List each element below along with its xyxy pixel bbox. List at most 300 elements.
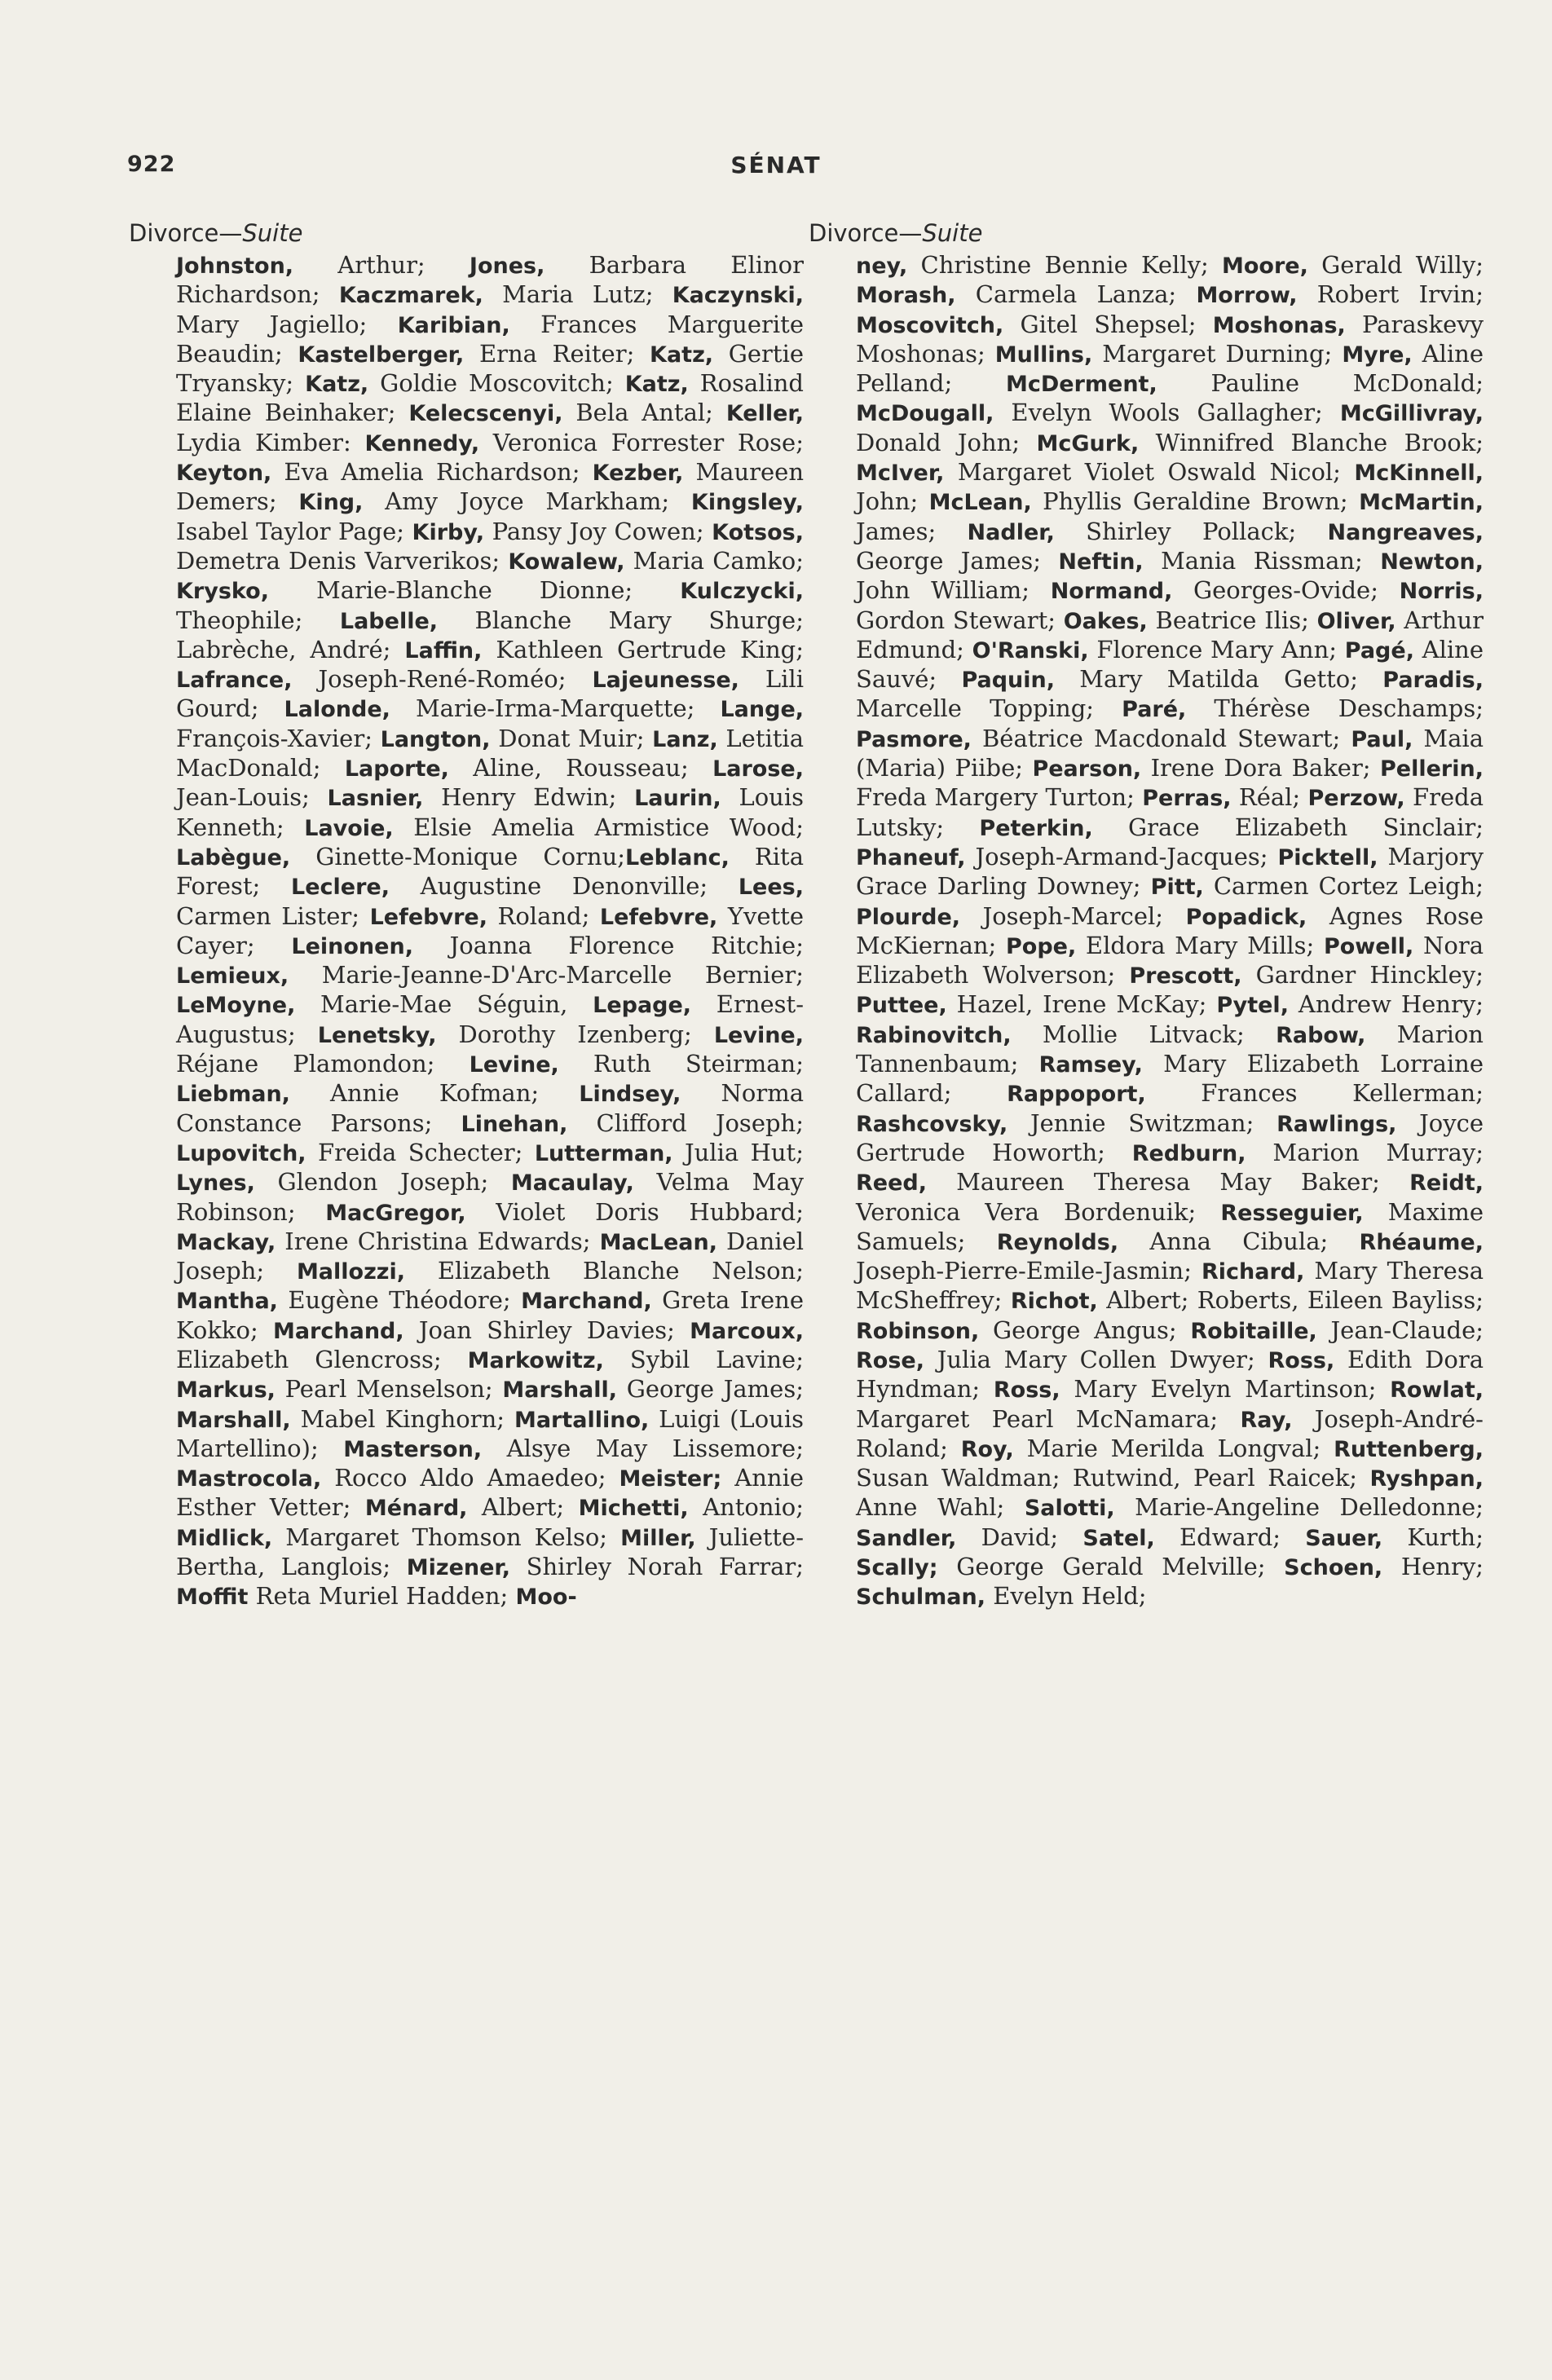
entry-surname: Linehan, <box>461 1111 568 1137</box>
entry-surname: Rabinovitch, <box>856 1022 1012 1048</box>
entry-surname: Schoen, <box>1284 1555 1383 1581</box>
entry-surname: Pitt, <box>1150 875 1204 901</box>
entry-surname: Kezber, <box>592 461 684 487</box>
entry-surname: Kaczynski, <box>672 283 804 309</box>
entry-surname: Labelle, <box>339 608 439 634</box>
entry-surname: Masterson, <box>343 1436 483 1462</box>
entry-surname: Ross, <box>993 1377 1060 1404</box>
entry-details: Veronica Forrester Rose; <box>479 428 804 456</box>
entry-details: Marion Tannenbaum; <box>856 1020 1484 1078</box>
entry-surname: Ménard, <box>364 1496 468 1522</box>
entry-surname: McMartin, <box>1359 490 1484 516</box>
entry-surname: Paul, <box>1351 726 1413 752</box>
entry-surname: Keyton, <box>176 461 272 487</box>
entry-details: Jennie Switzman; <box>1007 1108 1277 1137</box>
entry-surname: Lanz, <box>652 726 718 752</box>
entry-details: Réjane Plamondon; <box>176 1050 470 1078</box>
entry-details: Violet Doris Hubbard; <box>465 1197 804 1226</box>
entry-details: Ernest-Augustus; <box>176 990 804 1048</box>
entry-details: Anne Wahl; <box>856 1493 1025 1522</box>
entry-details: Joseph-René-Roméo; <box>292 665 593 694</box>
entry-surname: Myre, <box>1342 342 1413 368</box>
entry-details: Frances Marguerite Beaudin; <box>176 310 804 368</box>
entry-surname: Rappoport, <box>1007 1082 1146 1108</box>
entry-surname: Paradis, <box>1382 668 1484 694</box>
entry-surname: Lefebvre, <box>369 904 487 930</box>
entry-surname: Plourde, <box>856 904 961 930</box>
entry-details: Demetra Denis Varverikos; <box>176 546 509 575</box>
entry-details: Barbara Elinor Richardson; <box>176 251 804 309</box>
entry-surname: Katz, <box>650 342 714 368</box>
entry-surname: Pellerin, <box>1380 756 1484 782</box>
entry-surname: Puttee, <box>856 993 947 1019</box>
entry-details: Susan Waldman; Rutwind, Pearl Raicek; <box>856 1464 1370 1492</box>
entry-details: Shirley Pollack; <box>1054 517 1328 545</box>
entry-surname: Pope, <box>1006 933 1077 959</box>
entry-surname: Ruttenberg, <box>1334 1436 1484 1462</box>
entry-surname: Lange, <box>720 697 805 723</box>
entry-details: Maureen Theresa May Baker; <box>927 1168 1410 1197</box>
entry-details: Réal; <box>1231 783 1308 812</box>
entry-details: John; <box>856 487 929 516</box>
entry-surname: Leblanc, <box>625 844 730 870</box>
entry-details: George James; <box>856 546 1059 575</box>
entry-details: Joseph-André-Roland; <box>856 1404 1484 1462</box>
entry-details: Louis Kenneth; <box>176 783 804 841</box>
entry-details: Florence Mary Ann; <box>1088 635 1345 663</box>
entry-surname: Rowlat, <box>1390 1377 1484 1404</box>
entry-details: Erna Reiter; <box>464 339 650 368</box>
entry-details: Albert; <box>467 1493 579 1522</box>
entry-details: Joseph-Marcel; <box>960 901 1186 930</box>
entry-details: Mary Elizabeth Lorraine Callard; <box>856 1050 1484 1108</box>
entry-surname: Reynolds, <box>996 1229 1119 1255</box>
entry-surname: Mullins, <box>994 342 1093 368</box>
entry-surname: Mantha, <box>176 1289 278 1315</box>
entry-details: Aline, Rousseau; <box>448 754 713 782</box>
entry-surname: Sandler, <box>856 1525 957 1551</box>
entry-details: Anna Cibula; <box>1118 1227 1360 1255</box>
entry-details: Maxime Samuels; <box>856 1197 1484 1255</box>
entry-details: Marie-Irma-Marquette; <box>390 694 721 723</box>
entry-surname: Kowalew, <box>508 549 625 575</box>
entry-details: Annie Esther Vetter; <box>176 1464 805 1522</box>
entry-details: George James; <box>617 1375 804 1404</box>
entry-details: Christine Bennie Kelly; <box>907 251 1223 279</box>
entry-surname: Richard, <box>1201 1259 1305 1285</box>
entry-details: Mabel Kinghorn; <box>290 1404 514 1433</box>
entry-surname: Marshall, <box>176 1407 291 1433</box>
entry-details: Augustine Denonville; <box>389 872 739 901</box>
entry-details: Pauline McDonald; <box>1157 369 1484 398</box>
entry-surname: Leinonen, <box>291 933 413 959</box>
entry-surname: Oakes, <box>1063 608 1148 634</box>
entry-surname: Rhéaume, <box>1359 1229 1484 1255</box>
entry-details: Marjory Grace Darling Downey; <box>856 842 1484 901</box>
entry-surname: O'Ranski, <box>972 637 1089 663</box>
entry-surname: Morrow, <box>1196 283 1298 309</box>
right-column <box>809 217 1484 1612</box>
entry-surname: McGillivray, <box>1339 401 1484 427</box>
entry-details: Margaret Thomson Kelso; <box>272 1523 621 1551</box>
entry-details: Luigi (Louis Martellino); <box>176 1404 804 1462</box>
entry-details: Marcelle Topping; <box>856 694 1122 723</box>
entry-surname: Laffin, <box>404 637 483 663</box>
entry-surname: Norris, <box>1399 579 1484 605</box>
entry-surname: Phaneuf, <box>856 844 966 870</box>
entry-surname: Laurin, <box>634 786 721 812</box>
entry-surname: Pagé, <box>1344 637 1414 663</box>
entry-surname: Kaczmarek, <box>338 283 483 309</box>
entry-surname: Newton, <box>1380 549 1484 575</box>
entry-surname: Larose, <box>712 756 804 782</box>
entry-details: Isabel Taylor Page; <box>176 517 412 545</box>
entry-surname: Rawlings, <box>1276 1111 1397 1137</box>
entry-details: François-Xavier; <box>176 724 381 752</box>
entry-surname: Katz, <box>305 372 369 398</box>
entry-surname: Powell, <box>1323 933 1414 959</box>
entry-surname: Liebman, <box>176 1082 290 1108</box>
entry-details: Marie-Blanche Dionne; <box>268 576 681 605</box>
entry-surname: McDerment, <box>1005 372 1157 398</box>
entry-surname: McGurk, <box>1036 430 1140 456</box>
section-heading <box>809 217 1484 249</box>
entry-surname: Lynes, <box>176 1170 255 1197</box>
entry-details: Greta Irene Kokko; <box>176 1286 805 1344</box>
entry-surname: Moo- <box>515 1584 577 1611</box>
entry-surname: Scally; <box>856 1555 938 1581</box>
entry-details: Kurth; <box>1382 1523 1484 1551</box>
entry-surname: Neftin, <box>1058 549 1144 575</box>
entry-details: Albert; Roberts, Eileen Bayliss; <box>1097 1286 1484 1315</box>
entry-surname: McLean, <box>928 490 1032 516</box>
entry-surname: Marchand, <box>272 1318 404 1344</box>
entry-surname: Reidt, <box>1409 1170 1484 1197</box>
entry-surname: Macaulay, <box>510 1170 634 1197</box>
entry-surname: Labègue, <box>176 844 291 870</box>
entry-surname: Langton, <box>380 726 491 752</box>
entry-surname: Lupovitch, <box>176 1140 306 1166</box>
entry-surname: Mackay, <box>176 1229 276 1255</box>
entry-surname: Laporte, <box>344 756 449 782</box>
entry-details: James; <box>856 517 968 545</box>
entry-surname: LeMoyne, <box>176 993 296 1019</box>
entry-surname: Lasnier, <box>327 786 424 812</box>
entry-details: Phyllis Geraldine Brown; <box>1031 487 1360 516</box>
entry-surname: Moscovitch, <box>856 312 1004 338</box>
entry-details: John William; <box>856 576 1051 605</box>
entry-details: Letitia MacDonald; <box>176 724 804 782</box>
entry-surname: Meister; <box>619 1466 722 1492</box>
entry-surname: Moffit <box>176 1584 249 1611</box>
entry-surname: Nangreaves, <box>1327 519 1484 545</box>
entry-details: Sybil Lavine; <box>603 1345 804 1373</box>
entry-surname: Kelecscenyi, <box>408 401 563 427</box>
entry-details: Reta Muriel Hadden; <box>248 1582 516 1611</box>
entry-details: Beatrice Ilis; <box>1147 606 1317 634</box>
entry-surname: McDougall, <box>856 401 994 427</box>
entry-details: Gardner Hinckley; <box>1241 961 1484 989</box>
entry-surname: Mastrocola, <box>176 1466 322 1492</box>
entry-surname: Popadick, <box>1185 904 1307 930</box>
entry-details: Elsie Amelia Armistice Wood; <box>393 813 804 841</box>
entry-details: George Angus; <box>979 1316 1191 1344</box>
entry-surname: Morash, <box>856 283 956 309</box>
entry-details: Elizabeth Blanche Nelson; <box>405 1257 804 1285</box>
entry-details: Jean-Claude; <box>1316 1316 1484 1344</box>
entry-surname: King, <box>298 490 364 516</box>
entry-surname: Ramsey, <box>1038 1052 1143 1078</box>
entry-surname: Lees, <box>738 875 804 901</box>
entry-surname: Ross, <box>1268 1347 1335 1373</box>
section-heading-suite: Suite <box>242 219 303 247</box>
entry-details: Gerald Willy; <box>1307 251 1484 279</box>
entry-details: Aline Pelland; <box>856 339 1484 398</box>
entry-surname: Lutterman, <box>534 1140 673 1166</box>
entry-surname: Marshall, <box>502 1377 618 1404</box>
entry-details: Donat Muir; <box>490 724 653 752</box>
entry-details: Mary Evelyn Martinson; <box>1060 1375 1391 1404</box>
entry-surname: Marchand, <box>521 1289 652 1315</box>
entry-surname: Lemieux, <box>176 963 289 989</box>
entry-surname: Moshonas, <box>1212 312 1346 338</box>
entry-surname: Pytel, <box>1216 993 1289 1019</box>
section-heading-text: Divorce— <box>129 219 243 247</box>
entry-details: Eugène Théodore; <box>277 1286 522 1315</box>
entry-details: Lili Gourd; <box>176 665 804 723</box>
entry-details: Goldie Moscovitch; <box>368 369 625 398</box>
entry-surname: Midlick, <box>176 1525 273 1551</box>
entry-details: Marie-Jeanne-D'Arc-Marcelle Bernier; <box>289 961 804 989</box>
entry-details: Margaret Violet Oswald Nicol; <box>944 458 1355 487</box>
entry-details: Carmen Lister; <box>176 901 370 930</box>
entry-surname: Kotsos, <box>712 519 804 545</box>
entry-surname: Miller, <box>620 1525 696 1551</box>
entry-surname: MacLean, <box>599 1229 717 1255</box>
entry-details: Arthur; <box>293 251 470 279</box>
entry-details: Ginette-Monique Cornu; <box>290 842 626 870</box>
entry-details: Evelyn Held; <box>985 1582 1147 1611</box>
entry-details: Aline Sauvé; <box>856 635 1484 694</box>
section-heading <box>129 217 804 249</box>
entry-details: Shirley Norah Farrar; <box>510 1553 804 1581</box>
entry-details: Rosalind Elaine Beinhaker; <box>176 369 804 427</box>
entry-surname: Levine, <box>469 1052 559 1078</box>
entry-details: Pearl Menselson; <box>275 1375 503 1404</box>
entry-details: Irene Dora Baker; <box>1141 754 1380 782</box>
entry-surname: Perzow, <box>1307 786 1405 812</box>
entry-surname: Rabow, <box>1276 1022 1366 1048</box>
entry-details: Lydia Kimber: <box>176 428 365 456</box>
entry-surname: Jones, <box>469 253 545 279</box>
entry-surname: Lindsey, <box>579 1082 681 1108</box>
entry-surname: Kastelberger, <box>298 342 465 368</box>
entry-details: George Gerald Melville; <box>937 1553 1285 1581</box>
entry-details: Maia (Maria) Piibe; <box>856 724 1484 782</box>
entry-details: Georges-Ovide; <box>1172 576 1400 605</box>
entry-surname: Resseguier, <box>1220 1200 1364 1226</box>
entry-details: Bela Antal; <box>562 399 726 427</box>
entry-details: Margaret Durning; <box>1092 339 1343 368</box>
entry-details: Mania Rissman; <box>1143 546 1381 575</box>
entry-details: Eva Amelia Richardson; <box>271 458 593 487</box>
entry-details: David; <box>956 1523 1083 1551</box>
entry-surname: Mallozzi, <box>296 1259 406 1285</box>
entry-surname: Picktell, <box>1277 844 1378 870</box>
entry-details: Agnes Rose McKiernan; <box>856 901 1484 959</box>
entry-details: Dorothy Izenberg; <box>436 1020 714 1048</box>
entry-details: Evelyn Wools Gallagher; <box>994 399 1340 427</box>
entry-surname: Lajeunesse, <box>592 668 739 694</box>
entry-details: Mary Jagiello; <box>176 310 398 338</box>
entry-details: Edith Dora Hyndman; <box>856 1345 1484 1404</box>
entry-details: Irene Christina Edwards; <box>276 1227 600 1255</box>
entry-details: Alsye May Lissemore; <box>482 1434 804 1462</box>
entry-surname: Schulman, <box>856 1584 985 1611</box>
entry-surname: Richot, <box>1010 1289 1098 1315</box>
entry-details: Nora Elizabeth Wolverson; <box>856 931 1484 989</box>
section-heading-suite: Suite <box>922 219 983 247</box>
entry-surname: MacGregor, <box>325 1200 466 1226</box>
entry-surname: McKinnell, <box>1354 461 1484 487</box>
entry-surname: Ray, <box>1240 1407 1293 1433</box>
entry-details: Freda Margery Turton; <box>856 783 1143 812</box>
entry-surname: Lefebvre, <box>599 904 718 930</box>
entry-details: Frances Kellerman; <box>1145 1079 1484 1108</box>
entry-surname: Lenetsky, <box>317 1022 437 1048</box>
entry-surname: Pearson, <box>1032 756 1142 782</box>
entry-surname: Rashcovsky, <box>856 1111 1008 1137</box>
entry-surname: Markus, <box>176 1377 276 1404</box>
entry-details: Béatrice Macdonald Stewart; <box>971 724 1351 752</box>
entry-surname: Reed, <box>856 1170 927 1197</box>
entry-surname: Roy, <box>960 1436 1014 1462</box>
entry-surname: Lepage, <box>593 993 692 1019</box>
entry-surname: ney, <box>856 253 908 279</box>
entry-surname: Mizener, <box>406 1555 511 1581</box>
entry-details: Marie Merilda Longval; <box>1013 1434 1334 1462</box>
entry-details: Mary Theresa McSheffrey; <box>856 1257 1484 1315</box>
entry-surname: Marcoux, <box>690 1318 804 1344</box>
entry-surname: Nadler, <box>967 519 1055 545</box>
entry-surname: Levine, <box>713 1022 805 1048</box>
entry-details: Carmen Cortez Leigh; <box>1203 872 1484 901</box>
entry-details: Joanna Florence Ritchie; <box>412 931 804 959</box>
entry-details: Hazel, Irene McKay; <box>946 990 1217 1019</box>
entry-details: Juliette-Bertha, Langlois; <box>176 1523 804 1581</box>
entry-surname: Karibian, <box>397 312 510 338</box>
entry-details: Julia Mary Collen Dwyer; <box>924 1345 1268 1373</box>
entry-details: Henry; <box>1382 1553 1484 1581</box>
entry-details: Jean-Louis; <box>176 783 328 812</box>
entry-details: Daniel Joseph; <box>176 1227 804 1285</box>
entry-surname: Robinson, <box>856 1318 980 1344</box>
entry-surname: Kennedy, <box>364 430 480 456</box>
divorce-list-text <box>809 251 1484 1612</box>
entry-details: Robert Irvin; <box>1297 280 1484 309</box>
entry-details: Edward; <box>1154 1523 1306 1551</box>
entry-details: Marion Murray; <box>1246 1138 1484 1166</box>
entry-surname: Lalonde, <box>284 697 390 723</box>
entry-details: Andrew Henry; <box>1288 990 1484 1019</box>
entry-details: Mary Matilda Getto; <box>1055 665 1383 694</box>
entry-details: Joan Shirley Davies; <box>403 1316 690 1344</box>
entry-details: Pansy Joy Cowen; <box>484 517 712 545</box>
entry-details: Carmela Lanza; <box>955 280 1197 309</box>
entry-details: Theophile; <box>176 606 340 634</box>
entry-surname: Oliver, <box>1316 608 1396 634</box>
entry-details: Clifford Joseph; <box>567 1108 804 1137</box>
entry-details: Annie Kofman; <box>289 1079 580 1108</box>
entry-surname: Kingsley, <box>690 490 805 516</box>
entry-details: Antonio; <box>688 1493 805 1522</box>
entry-details: Maria Camko; <box>624 546 804 575</box>
entry-surname: McIver, <box>856 461 945 487</box>
entry-details: Blanche Mary Shurge; Labrèche, André; <box>176 606 804 663</box>
entry-surname: Keller, <box>725 401 804 427</box>
entry-details: Maria Lutz; <box>483 280 672 309</box>
entry-details: Maureen Demers; <box>176 458 804 516</box>
entry-details: Donald John; <box>856 428 1037 456</box>
entry-surname: Markowitz, <box>467 1347 604 1373</box>
entry-details: Freda Lutsky; <box>856 783 1484 841</box>
left-column <box>129 217 804 1612</box>
entry-surname: Pasmore, <box>856 726 972 752</box>
divorce-list-text <box>129 251 804 1612</box>
entry-surname: Michetti, <box>578 1496 689 1522</box>
entry-details: Yvette Cayer; <box>176 901 804 959</box>
entry-surname: Salotti, <box>1024 1496 1115 1522</box>
entry-surname: Moore, <box>1222 253 1308 279</box>
entry-details: Paraskevy Moshonas; <box>856 310 1484 368</box>
entry-details: Ruth Steirman; <box>558 1050 804 1078</box>
entry-details: Velma May Robinson; <box>176 1168 804 1226</box>
entry-details: Henry Edwin; <box>423 783 635 812</box>
entry-details: Rita Forest; <box>176 842 804 901</box>
entry-surname: Satel, <box>1082 1525 1155 1551</box>
entry-surname: Perras, <box>1142 786 1232 812</box>
entry-details: Arthur Edmund; <box>856 606 1484 663</box>
entry-surname: Sauer, <box>1305 1525 1383 1551</box>
section-heading-text: Divorce— <box>809 219 923 247</box>
entry-details: Gertie Tryansky; <box>176 339 805 398</box>
entry-details: Thérèse Deschamps; <box>1186 694 1484 723</box>
entry-details: Marie-Mae Séguin, <box>295 990 593 1019</box>
entry-details: Norma Constance Parsons; <box>176 1079 804 1137</box>
entry-details: Joyce Gertrude Howorth; <box>856 1108 1484 1166</box>
entry-details: Mollie Litvack; <box>1011 1020 1276 1048</box>
entry-surname: Krysko, <box>176 579 269 605</box>
entry-details: Amy Joyce Markham; <box>363 487 691 516</box>
entry-details: Joseph-Pierre-Emile-Jasmin; <box>856 1257 1201 1285</box>
entry-details: Winnifred Blanche Brook; <box>1139 428 1484 456</box>
entry-details: Grace Elizabeth Sinclair; <box>1092 813 1484 841</box>
entry-surname: Normand, <box>1050 579 1173 605</box>
entry-surname: Lafrance, <box>176 668 293 694</box>
entry-details: Veronica Vera Bordenuik; <box>856 1197 1221 1226</box>
entry-surname: Kirby, <box>412 519 485 545</box>
entry-details: Gitel Shepsel; <box>1003 310 1213 338</box>
entry-details: Joseph-Armand-Jacques; <box>965 842 1278 870</box>
entry-details: Elizabeth Glencross; <box>176 1345 468 1373</box>
entry-surname: Rose, <box>856 1347 924 1373</box>
entry-surname: Johnston, <box>176 253 294 279</box>
entry-details: Julia Hut; <box>672 1138 804 1166</box>
running-title: SÉNAT <box>730 152 822 178</box>
entry-details: Margaret Pearl McNamara; <box>856 1404 1241 1433</box>
entry-surname: Peterkin, <box>979 815 1093 841</box>
entry-surname: Lavoie, <box>304 815 394 841</box>
